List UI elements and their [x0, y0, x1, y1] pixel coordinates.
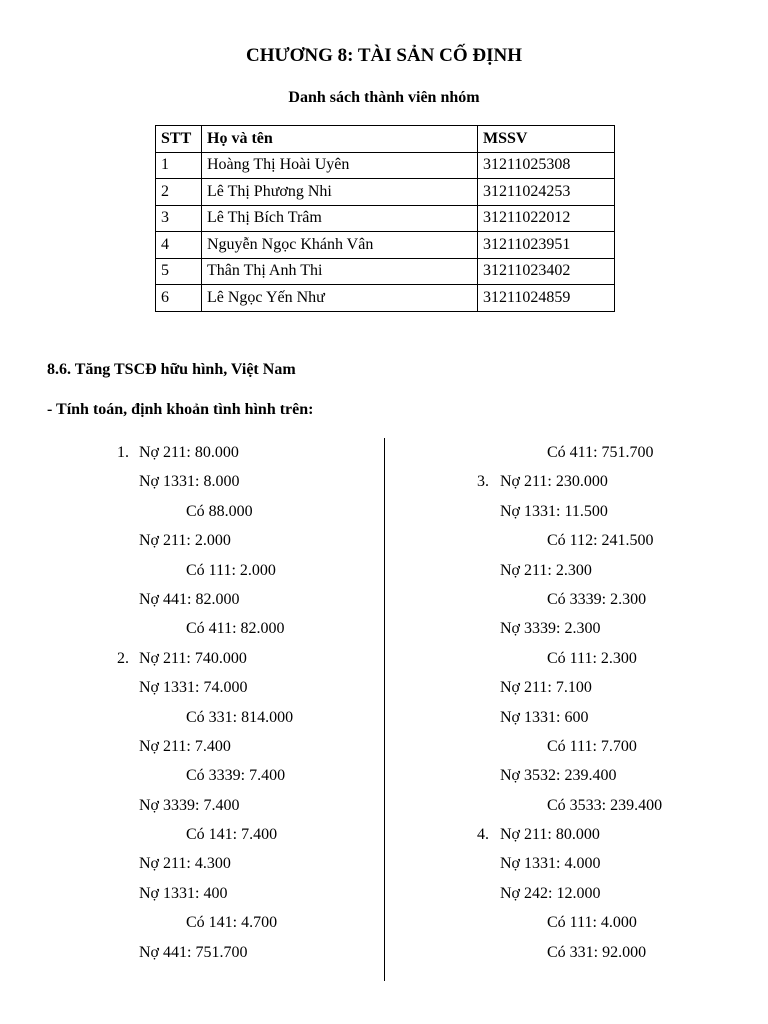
- cell-stt: 2: [156, 179, 202, 206]
- cell-name: Lê Thị Bích Trâm: [202, 205, 478, 232]
- entry-number: 3.: [477, 473, 489, 491]
- journal-entry-line: [0, 879, 383, 908]
- journal-entry-line: [386, 438, 768, 467]
- cell-name: Hoàng Thị Hoài Uyên: [202, 152, 478, 179]
- journal-entry-line: [386, 703, 768, 732]
- credit-entry: Có 331: 92.000: [547, 943, 647, 961]
- journal-entry-line: [0, 732, 383, 761]
- entry-number: 1.: [117, 444, 129, 461]
- debit-entry: Nợ 211: 2.300: [500, 561, 592, 579]
- credit-entry: Có 141: 7.400: [186, 826, 278, 844]
- journal-entry-line: [386, 849, 768, 878]
- journal-entry-line: [386, 467, 768, 496]
- journal-entry-line: [0, 497, 383, 526]
- journal-entry-line: [0, 703, 383, 732]
- table-row: [156, 258, 615, 285]
- journal-entry-line: [386, 879, 768, 908]
- journal-entry-line: [0, 585, 383, 614]
- debit-entry: Nợ 211: 230.000: [500, 473, 608, 491]
- debit-entry: Nợ 211: 740.000: [139, 649, 247, 667]
- journal-entry-line: [386, 761, 768, 790]
- cell-name: Lê Ngọc Yến Như: [202, 285, 478, 312]
- journal-entry-line: [386, 938, 768, 967]
- debit-entry: Nợ 3339: 2.300: [500, 620, 601, 638]
- table-row: [156, 179, 615, 206]
- journal-entry-line: [0, 849, 383, 878]
- table-row: [156, 152, 615, 179]
- credit-entry: Có 111: 2.300: [547, 649, 637, 667]
- cell-mssv: 31211023402: [478, 258, 615, 285]
- journal-entry-line: [386, 585, 768, 614]
- cell-mssv: 31211025308: [478, 152, 615, 179]
- journal-entry-line: [386, 497, 768, 526]
- journal-entry-line: [386, 526, 768, 555]
- cell-name: Nguyễn Ngọc Khánh Vân: [202, 232, 478, 259]
- credit-entry: Có 3339: 7.400: [186, 767, 286, 785]
- journal-entry-line: [0, 908, 383, 937]
- cell-stt: 1: [156, 152, 202, 179]
- journal-entry-line: [386, 556, 768, 585]
- credit-entry: Có 411: 751.700: [547, 444, 654, 461]
- journal-entry-line: [0, 556, 383, 585]
- journal-entry-line: [0, 644, 383, 673]
- debit-entry: Nợ 211: 80.000: [500, 826, 600, 844]
- credit-entry: Có 141: 4.700: [186, 914, 278, 932]
- cell-stt: 5: [156, 258, 202, 285]
- journal-entry-line: [386, 732, 768, 761]
- journal-entry-line: [0, 467, 383, 496]
- debit-entry: Nợ 441: 751.700: [139, 943, 248, 961]
- header-mssv: MSSV: [478, 126, 615, 153]
- cell-mssv: 31211024253: [478, 179, 615, 206]
- credit-entry: Có 3533: 239.400: [547, 796, 663, 814]
- journal-entry-line: [0, 438, 383, 467]
- journal-entry-line: [0, 761, 383, 790]
- journal-entry-line: [0, 938, 383, 967]
- credit-entry: Có 112: 241.500: [547, 532, 654, 550]
- debit-entry: Nợ 1331: 400: [139, 884, 228, 902]
- debit-entry: Nợ 211: 7.400: [139, 737, 231, 755]
- journal-entry-line: [0, 614, 383, 643]
- cell-mssv: 31211022012: [478, 205, 615, 232]
- credit-entry: Có 331: 814.000: [186, 708, 294, 726]
- credit-entry: Có 411: 82.000: [186, 620, 285, 638]
- debit-entry: Nợ 1331: 11.500: [500, 502, 608, 520]
- table-row: [156, 205, 615, 232]
- entry-number: 2.: [117, 649, 129, 667]
- journal-column-left: [0, 438, 383, 967]
- journal-entry-line: [386, 673, 768, 702]
- cell-name: Lê Thị Phương Nhi: [202, 179, 478, 206]
- journal-entry-line: [0, 820, 383, 849]
- debit-entry: Nợ 211: 80.000: [139, 444, 239, 461]
- debit-entry: Nợ 211: 2.000: [139, 532, 231, 550]
- debit-entry: Nợ 242: 12.000: [500, 884, 601, 902]
- member-table: [155, 125, 615, 312]
- credit-entry: Có 3339: 2.300: [547, 590, 647, 608]
- debit-entry: Nợ 3532: 239.400: [500, 767, 617, 785]
- cell-stt: 4: [156, 232, 202, 259]
- debit-entry: Nợ 211: 7.100: [500, 679, 592, 697]
- entry-number: 4.: [477, 826, 489, 844]
- journal-entry-line: [386, 820, 768, 849]
- header-stt: STT: [156, 126, 202, 153]
- member-list-title: Danh sách thành viên nhóm: [288, 89, 480, 106]
- cell-mssv: 31211023951: [478, 232, 615, 259]
- debit-entry: Nợ 1331: 600: [500, 708, 589, 726]
- cell-mssv: 31211024859: [478, 285, 615, 312]
- journal-entry-line: [0, 791, 383, 820]
- column-divider: [384, 438, 385, 981]
- credit-entry: Có 111: 4.000: [547, 914, 637, 932]
- table-row: [156, 285, 615, 312]
- cell-stt: 6: [156, 285, 202, 312]
- debit-entry: Nợ 1331: 74.000: [139, 679, 248, 697]
- chapter-title: CHƯƠNG 8: TÀI SẢN CỐ ĐỊNH: [245, 45, 523, 66]
- debit-entry: Nợ 1331: 8.000: [139, 473, 240, 491]
- journal-entry-line: [0, 673, 383, 702]
- cell-stt: 3: [156, 205, 202, 232]
- credit-entry: Có 88.000: [186, 502, 253, 520]
- debit-entry: Nợ 441: 82.000: [139, 590, 240, 608]
- table-header-row: [156, 126, 615, 153]
- debit-entry: Nợ 1331: 4.000: [500, 855, 601, 873]
- calculation-subheading: - Tính toán, định khoản tình hình trên:: [47, 401, 314, 418]
- journal-entry-line: [0, 526, 383, 555]
- header-name: Họ và tên: [202, 126, 478, 153]
- journal-entry-line: [386, 791, 768, 820]
- section-heading: 8.6. Tăng TSCĐ hữu hình, Việt Nam: [47, 361, 296, 378]
- journal-entry-line: [386, 614, 768, 643]
- journal-column-right: [386, 438, 768, 967]
- debit-entry: Nợ 3339: 7.400: [139, 796, 240, 814]
- journal-entry-line: [386, 908, 768, 937]
- credit-entry: Có 111: 2.000: [186, 561, 276, 579]
- journal-entry-line: [386, 644, 768, 673]
- debit-entry: Nợ 211: 4.300: [139, 855, 231, 873]
- credit-entry: Có 111: 7.700: [547, 737, 637, 755]
- cell-name: Thân Thị Anh Thi: [202, 258, 478, 285]
- table-row: [156, 232, 615, 259]
